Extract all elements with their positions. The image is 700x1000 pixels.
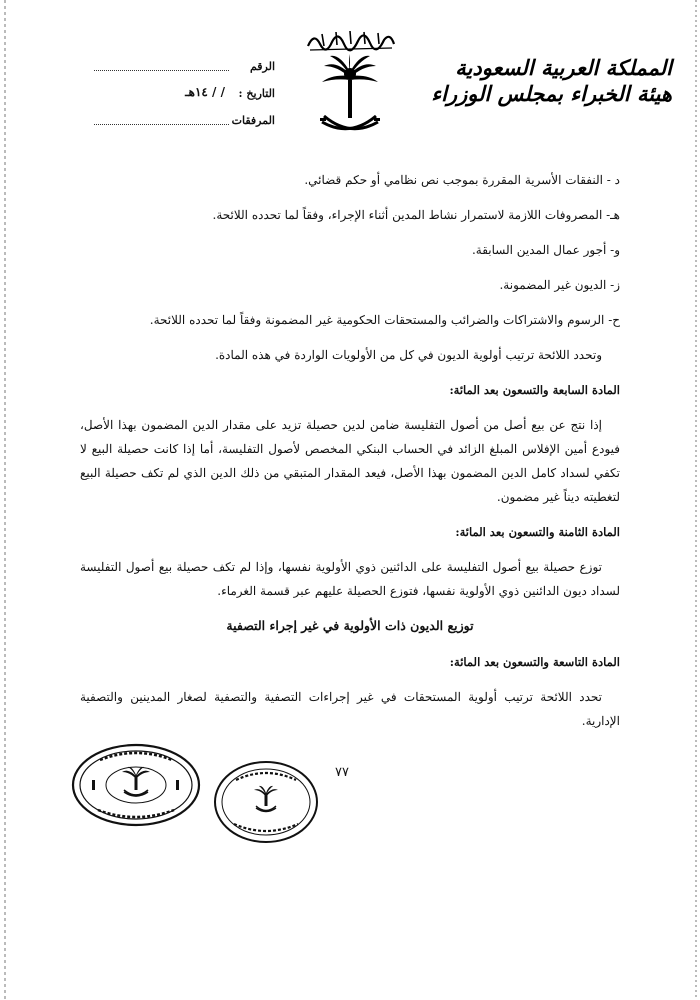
article-97-heading: المادة السابعة والتسعون بعد المائة:: [449, 383, 620, 397]
secretariat-seal-stamp: [212, 758, 320, 846]
article-98-text: توزع حصيلة بيع أصول التفليسة على الدائنين ذوي الأولوية نفسها، وإذا لم تكف حصيلة بيع أصول التفليسة لسداد ديون الدائنين ذوي الأولوية نفسها، فتوزع الحصيلة عليهم عبر قسمة الغرماء.: [80, 560, 620, 598]
scan-edge-left: [4, 0, 6, 1000]
attachments-label: المرفقات: [231, 114, 275, 127]
list-item: و- أجور عمال المدين السابقة.: [471, 243, 620, 257]
ref-number-label: الرقم: [249, 60, 275, 73]
date-value: / / ١٤هـ: [185, 85, 225, 99]
palm-swords-emblem-icon: [318, 52, 382, 142]
list-item: د - النفقات الأسرية المقررة بموجب نص نظامي أو حكم قضائي.: [304, 173, 620, 187]
org-line-kingdom: المملكة العربية السعودية: [455, 55, 672, 80]
date-label: التاريخ :: [238, 87, 275, 100]
article-99-text: تحدد اللائحة ترتيب أولوية المستحقات في غير إجراءات التصفية والتصفية لصغار المدينين والتصفية الإدارية.: [80, 690, 620, 728]
article-98-heading: المادة الثامنة والتسعون بعد المائة:: [455, 525, 620, 539]
list-item: هـ- المصروفات اللازمة لاستمرار نشاط المدين أثناء الإجراء، وفقاً لما تحدده اللائحة.: [212, 208, 620, 222]
scan-edge-right: [695, 0, 697, 1000]
attachments-row: [60, 114, 275, 141]
document-body: [80, 168, 620, 744]
closing-paragraph: وتحدد اللائحة ترتيب أولوية الديون في كل من الأولويات الواردة في هذه المادة.: [215, 348, 602, 362]
list-item: ز- الديون غير المضمونة.: [499, 278, 620, 292]
ref-number-line: [94, 70, 229, 71]
reference-block: [60, 60, 275, 141]
article-99-heading: المادة التاسعة والتسعون بعد المائة:: [449, 655, 620, 669]
page-number: ٧٧: [335, 765, 349, 780]
ref-number-row: [60, 60, 275, 87]
section-heading: توزيع الديون ذات الأولوية في غير إجراء التصفية: [226, 618, 474, 633]
attachments-line: [94, 124, 229, 125]
date-row: [60, 87, 275, 114]
article-97-text: إذا نتج عن بيع أصل من أصول التفليسة ضامن لدين حصيلة تزيد على مقدار الدين المضمون بهذا الأصل، فيودع أمين الإفلاس المبلغ الزائد في الحساب البنكي المخصص لأصول التفليسة، أما إذا كانت حصيلة البيع لا تكفي لسداد كامل الدين المضمون بهذا الأصل، فيعد المقدار المتبقي من ذلك الدين الذي لم تكف حصيلة البيع لتغطيته ديناً غير مضمون.: [80, 418, 620, 504]
list-item: ح- الرسوم والاشتراكات والضرائب والمستحقات الحكومية غير المضمونة وفقاً لما تحدده اللائحة.: [149, 313, 620, 327]
official-seal-stamp: [70, 742, 202, 828]
bismillah-calligraphy: [300, 26, 400, 54]
org-line-experts: هيئة الخبراء بمجلس الوزراء: [431, 81, 672, 106]
organization-name: [422, 55, 672, 107]
